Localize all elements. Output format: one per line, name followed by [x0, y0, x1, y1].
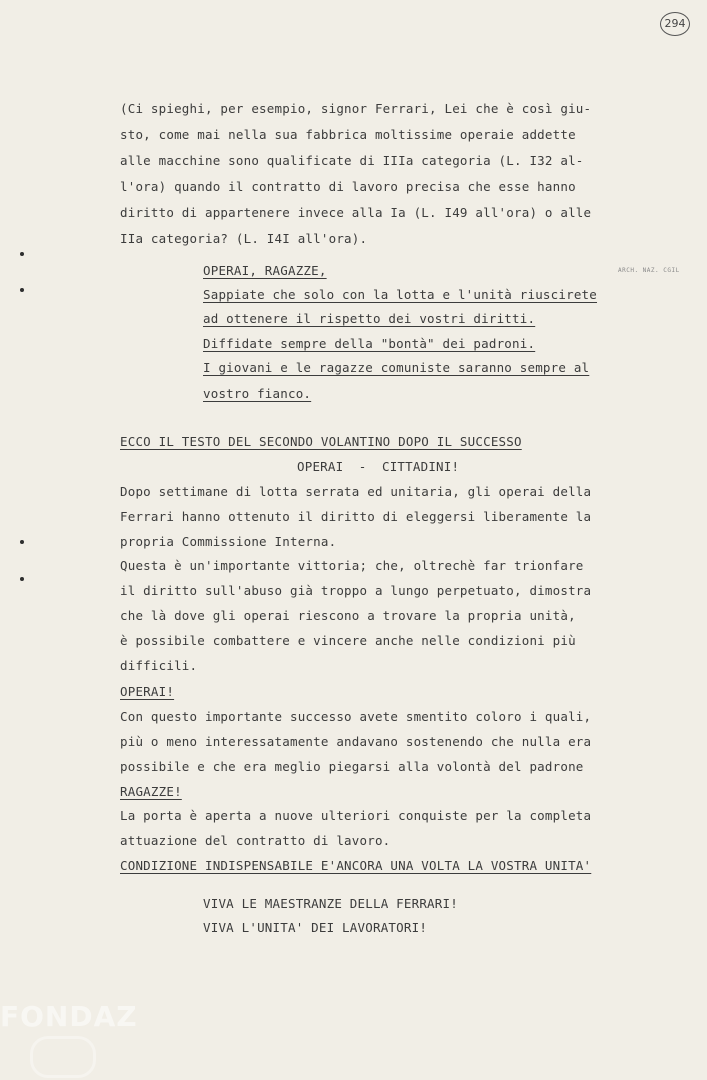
binder-hole-2	[20, 288, 24, 292]
body-line: possibile e che era meglio piegarsi alla volontà del padrone	[120, 759, 584, 774]
body-line: Con questo importante successo avete smentito coloro i quali,	[120, 709, 592, 724]
closing-line: VIVA L'UNITA' DEI LAVORATORI!	[203, 920, 428, 935]
page-number: 294	[660, 12, 690, 36]
paragraph1-line: alle macchine sono qualificate di IIIa categoria (L. I32 al-	[120, 153, 584, 168]
appeal-line: I giovani e le ragazze comuniste saranno sempre al	[203, 360, 590, 375]
body-line: il diritto sull'abuso già troppo a lungo perpetuato, dimostra	[120, 583, 592, 598]
operai-heading: OPERAI!	[120, 684, 175, 699]
body-line: attuazione del contratto di lavoro.	[120, 833, 391, 848]
second-leaflet-heading: ECCO IL TESTO DEL SECONDO VOLANTINO DOPO IL SUCCESSO	[120, 434, 522, 449]
closing-line: VIVA LE MAESTRANZE DELLA FERRARI!	[203, 896, 458, 911]
appeal-line: Sappiate che solo con la lotta e l'unità riuscirete	[203, 287, 598, 302]
watermark-logo	[30, 1036, 96, 1078]
body-line: La porta è aperta a nuove ulteriori conquiste per la completa	[120, 808, 592, 823]
appeal-line: Diffidate sempre della "bontà" dei padroni.	[203, 336, 536, 351]
body-line: che là dove gli operai riescono a trovare la propria unità,	[120, 608, 576, 623]
body-line: propria Commissione Interna.	[120, 534, 337, 549]
body-line: Questa è un'importante vittoria; che, oltrechè far trionfare	[120, 558, 584, 573]
paragraph1-line: l'ora) quando il contratto di lavoro precisa che esse hanno	[120, 179, 576, 194]
body-line: Dopo settimane di lotta serrata ed unitaria, gli operai della	[120, 484, 592, 499]
binder-hole-1	[20, 252, 24, 256]
paragraph1-line: diritto di appartenere invece alla Ia (L. I49 all'ora) o alle	[120, 205, 592, 220]
ragazze-heading: RAGAZZE!	[120, 784, 182, 799]
paragraph1-line: sto, come mai nella sua fabbrica moltissime operaie addette	[120, 127, 576, 142]
body-line: è possibile combattere e vincere anche nelle condizioni più	[120, 633, 576, 648]
binder-hole-4	[20, 577, 24, 581]
body-line: difficili.	[120, 658, 198, 673]
binder-hole-3	[20, 540, 24, 544]
paragraph1-line: IIa categoria? (L. I4I all'ora).	[120, 231, 368, 246]
body-line: più o meno interessatamente andavano sostenendo che nulla era	[120, 734, 592, 749]
appeal-line: vostro fianco.	[203, 386, 312, 401]
watermark-text: FONDAZ	[0, 1000, 138, 1033]
appeal-line: ad ottenere il rispetto dei vostri diritti.	[203, 311, 536, 326]
paragraph1-line: (Ci spieghi, per esempio, signor Ferrari, Lei che è così giu-	[120, 101, 592, 116]
appeal-heading: OPERAI, RAGAZZE,	[203, 263, 327, 278]
archive-stamp: ARCH. NAZ. CGIL	[618, 267, 680, 274]
condition-line: CONDIZIONE INDISPENSABILE E'ANCORA UNA VOLTA LA VOSTRA UNITA'	[120, 858, 592, 873]
body-line: Ferrari hanno ottenuto il diritto di eleggersi liberamente la	[120, 509, 592, 524]
second-leaflet-subheading: OPERAI - CITTADINI!	[297, 459, 460, 474]
